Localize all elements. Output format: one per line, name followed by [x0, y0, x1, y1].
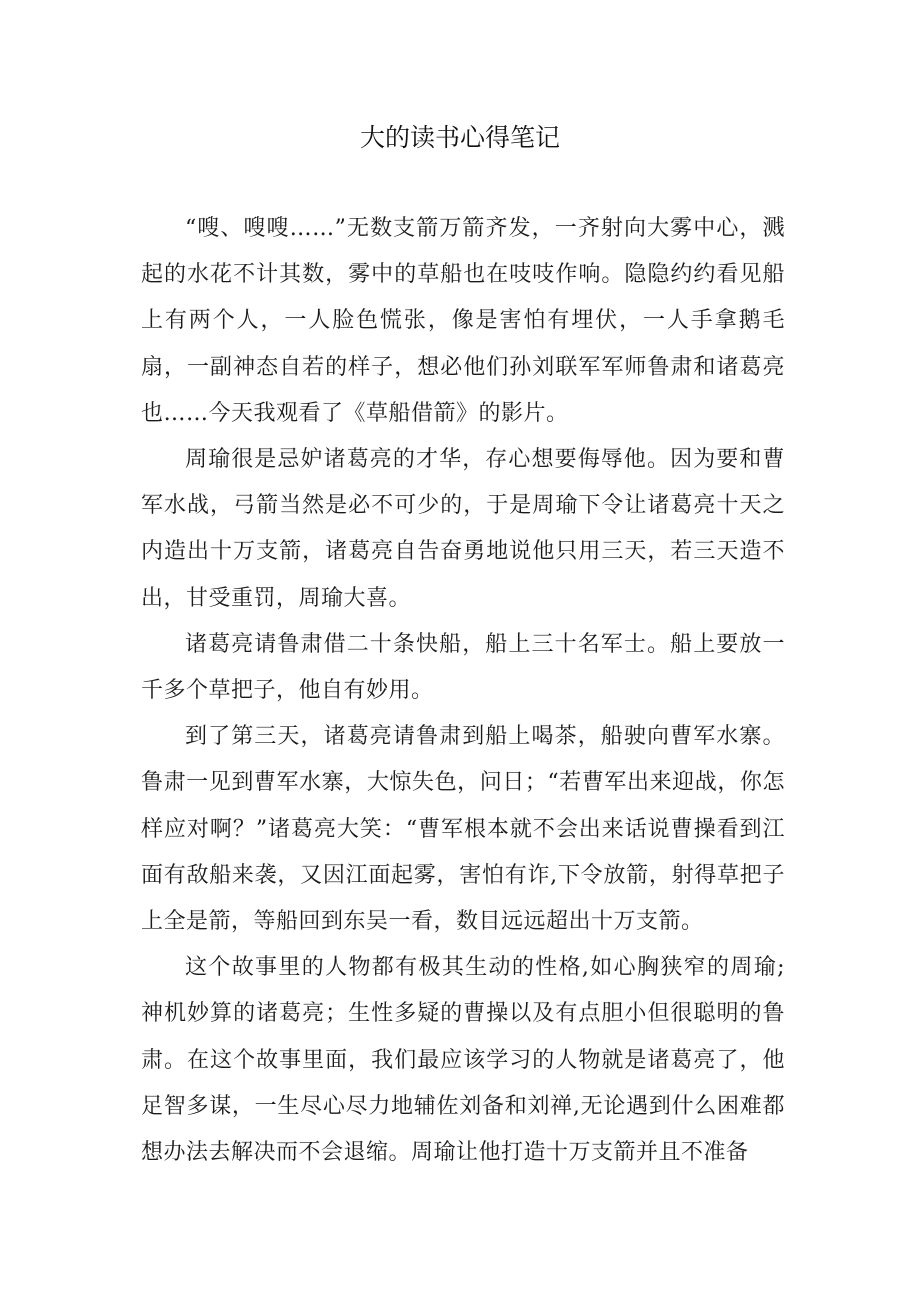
paragraph-4: 到了第三天，诸葛亮请鲁肃到船上喝茶，船驶向曹军水寨。鲁肃一见到曹军水寨，大惊失色，问日；“若曹军出来迎战，你怎样应对啊？”诸葛亮大笑：“曹军根本就不会出来话说曹操看到江面有敌船来袭，又因江面起雾，害怕有诈,下令放箭，射得草把子上全是箭，等船回到东吴一看，数目远远超出十万支箭。 — [141, 724, 785, 935]
paragraph-5: 这个故事里的人物都有极其生动的性格,如心胸狭窄的周瑜;神机妙算的诸葛亮；生性多疑的曹操以及有点胆小但很聪明的鲁肃。在这个故事里面，我们最应该学习的人物就是诸葛亮了，他足智多谋，一生尽心尽力地辅佐刘备和刘禅,无论遇到什么困难都想办法去解决而不会退缩。周瑜让他打造十万支箭并且不准备 — [141, 955, 785, 1166]
document-body — [141, 206, 785, 1176]
paragraph-3: 诸葛亮请鲁肃借二十条快船，船上三十名军士。船上要放一千多个草把子，他自有妙用。 — [141, 631, 785, 704]
paragraph-1: “嗖、嗖嗖……”无数支箭万箭齐发，一齐射向大雾中心，溅起的水花不计其数，雾中的草船也在吱吱作响。隐隐约约看见船上有两个人，一人脸色慌张，像是害怕有埋伏，一人手拿鹅毛扇，一副神态自若的样子，想必他们孙刘联军军师鲁肃和诸葛亮也……今天我观看了《草船借箭》的影片。 — [141, 216, 785, 426]
document-title: 大的读书心得笔记 — [359, 123, 560, 152]
paragraph-2: 周瑜很是忌妒诸葛亮的才华，存心想要侮辱他。因为要和曹军水战，弓箭当然是必不可少的，于是周瑜下令让诸葛亮十天之内造出十万支箭，诸葛亮自告奋勇地说他只用三天，若三天造不出，甘受重罚，周瑜大喜。 — [141, 447, 785, 611]
